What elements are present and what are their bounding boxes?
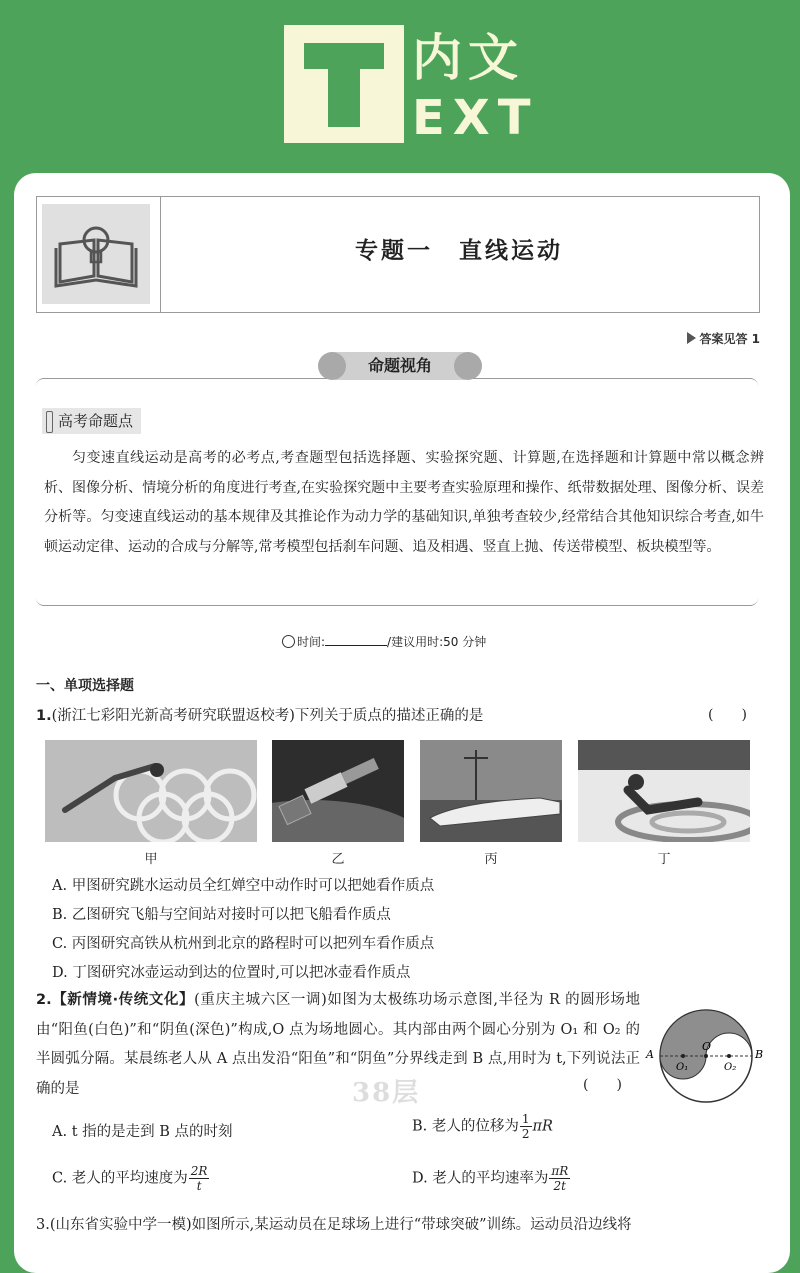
play-triangle-icon [687, 332, 696, 344]
suggest-time: /建议用时:50 分钟 [387, 635, 487, 649]
q2-option-b-tail: πR [532, 1118, 553, 1135]
fig-label-o2: O₂ [724, 1062, 737, 1073]
fraction-denominator: t [196, 1179, 202, 1193]
q2-option-c[interactable] [52, 1164, 210, 1193]
q2-number: 2. [36, 992, 52, 1008]
time-blank[interactable] [325, 635, 387, 646]
fraction-numerator: 2R [190, 1164, 208, 1178]
answer-reference-text: 答案见答 1 [699, 332, 760, 346]
fraction-numerator: 1 [521, 1112, 530, 1126]
fig-label-o1: O₁ [676, 1062, 689, 1073]
knowledge-tag [42, 408, 141, 434]
image-diver [45, 740, 257, 842]
q2-tag: 【新情境·传统文化】 [51, 992, 195, 1008]
q2-option-a[interactable]: A. t 指的是走到 B 点的时刻 [52, 1124, 233, 1140]
q2-text: (重庆主城六区一调)如图为太极练功场示意图,半径为 R 的圆形场地由“阳鱼(白色)”和“阴鱼(深色)”构成,O 点为场地圆心。其内部由两个圆心分别为 O₁ 和 O₂ 的半圆弧分隔。某晨练老人从 A 点出发沿“阳鱼”和“阴鱼”分界线走到 B 点,用时为 t,下列说法正确的是 [36, 992, 640, 1097]
section-pill: 命题视角 [322, 352, 478, 380]
q2-option-d[interactable] [412, 1164, 571, 1193]
q2-answer-paren[interactable]: ( ) [583, 1077, 622, 1093]
q2-option-b[interactable] [412, 1112, 553, 1141]
knowledge-tag-label: 高考命题点 [58, 412, 134, 430]
header-title-en: EXT [412, 90, 539, 146]
caption-ding: 丁 [657, 852, 671, 867]
fig-label-o: O [702, 1040, 712, 1053]
topic-title: 专题一 直线运动 [355, 238, 563, 264]
book-bulb-icon [42, 204, 150, 304]
q2-option-c-text: C. 老人的平均速度为 [52, 1170, 188, 1187]
header-title-cn: 内文 [412, 29, 524, 87]
q2-option-d-text: D. 老人的平均速率为 [412, 1170, 549, 1187]
logo-t-stem [328, 69, 360, 127]
q1-option-c[interactable]: C. 丙图研究高铁从杭州到北京的路程时可以把列车看作质点 [52, 936, 435, 952]
fraction [549, 1164, 570, 1193]
fraction-numerator: πR [551, 1164, 569, 1178]
fraction-denominator: 2t [553, 1179, 567, 1193]
q2-option-b-text: B. 老人的位移为 [412, 1118, 519, 1135]
fraction [189, 1164, 210, 1193]
q1-option-d[interactable]: D. 丁图研究冰壶运动到达的位置时,可以把冰壶看作质点 [52, 965, 411, 981]
q1-option-a[interactable]: A. 甲图研究跳水运动员全红婵空中动作时可以把她看作质点 [52, 878, 435, 894]
time-label: 时间: [297, 635, 326, 649]
watermark: 38层 [352, 1078, 421, 1108]
section-heading: 一、单项选择题 [36, 678, 134, 694]
clock-icon [282, 635, 295, 648]
taiji-diagram [644, 1008, 768, 1104]
pencil-icon [46, 411, 53, 433]
fraction-denominator: 2 [521, 1127, 530, 1141]
caption-jia: 甲 [144, 852, 158, 867]
text-logo [284, 25, 404, 143]
image-curling [578, 740, 750, 842]
q1-answer-paren[interactable]: ( ) [708, 707, 747, 723]
q1-option-b[interactable]: B. 乙图研究飞船与空间站对接时可以把飞船看作质点 [52, 907, 391, 923]
timer-line [282, 633, 486, 650]
fraction [520, 1112, 532, 1141]
q1-text: (浙江七彩阳光新高考研究联盟返校考)下列关于质点的描述正确的是 [51, 708, 484, 724]
fig-label-b: B [755, 1048, 764, 1061]
caption-yi: 乙 [331, 852, 345, 867]
image-spacecraft [272, 740, 404, 842]
q1-number: 1. [36, 708, 52, 724]
q1-stem [36, 704, 483, 725]
fig-label-a: A [646, 1048, 654, 1061]
caption-bing: 丙 [484, 852, 498, 867]
logo-t-bar [304, 43, 384, 69]
image-high-speed-train [420, 740, 562, 842]
knowledge-paragraph: 匀变速直线运动是高考的必考点,考查题型包括选择题、实验探究题、计算题,在选择题和计算题中常以概念辨析、图像分析、情境分析的角度进行考查,在实验探究题中主要考查实验原理和操作、纸带数据处理、图像分析、误差分析等。匀变速直线运动的基本规律及其推论作为动力学的基础知识,单独考查较少,经常结合其他知识综合考查,如牛顿运动定律、运动的合成与分解等,常考模型包括刹车问题、追及相遇、竖直上抛、传送带模型、板块模型等。 [44, 450, 764, 555]
q3-stem: 3.(山东省实验中学一模)如图所示,某运动员在足球场上进行“带球突破”训练。运动员沿边线将 [36, 1217, 632, 1233]
answer-reference [687, 330, 760, 347]
q2-stem [36, 986, 640, 1104]
